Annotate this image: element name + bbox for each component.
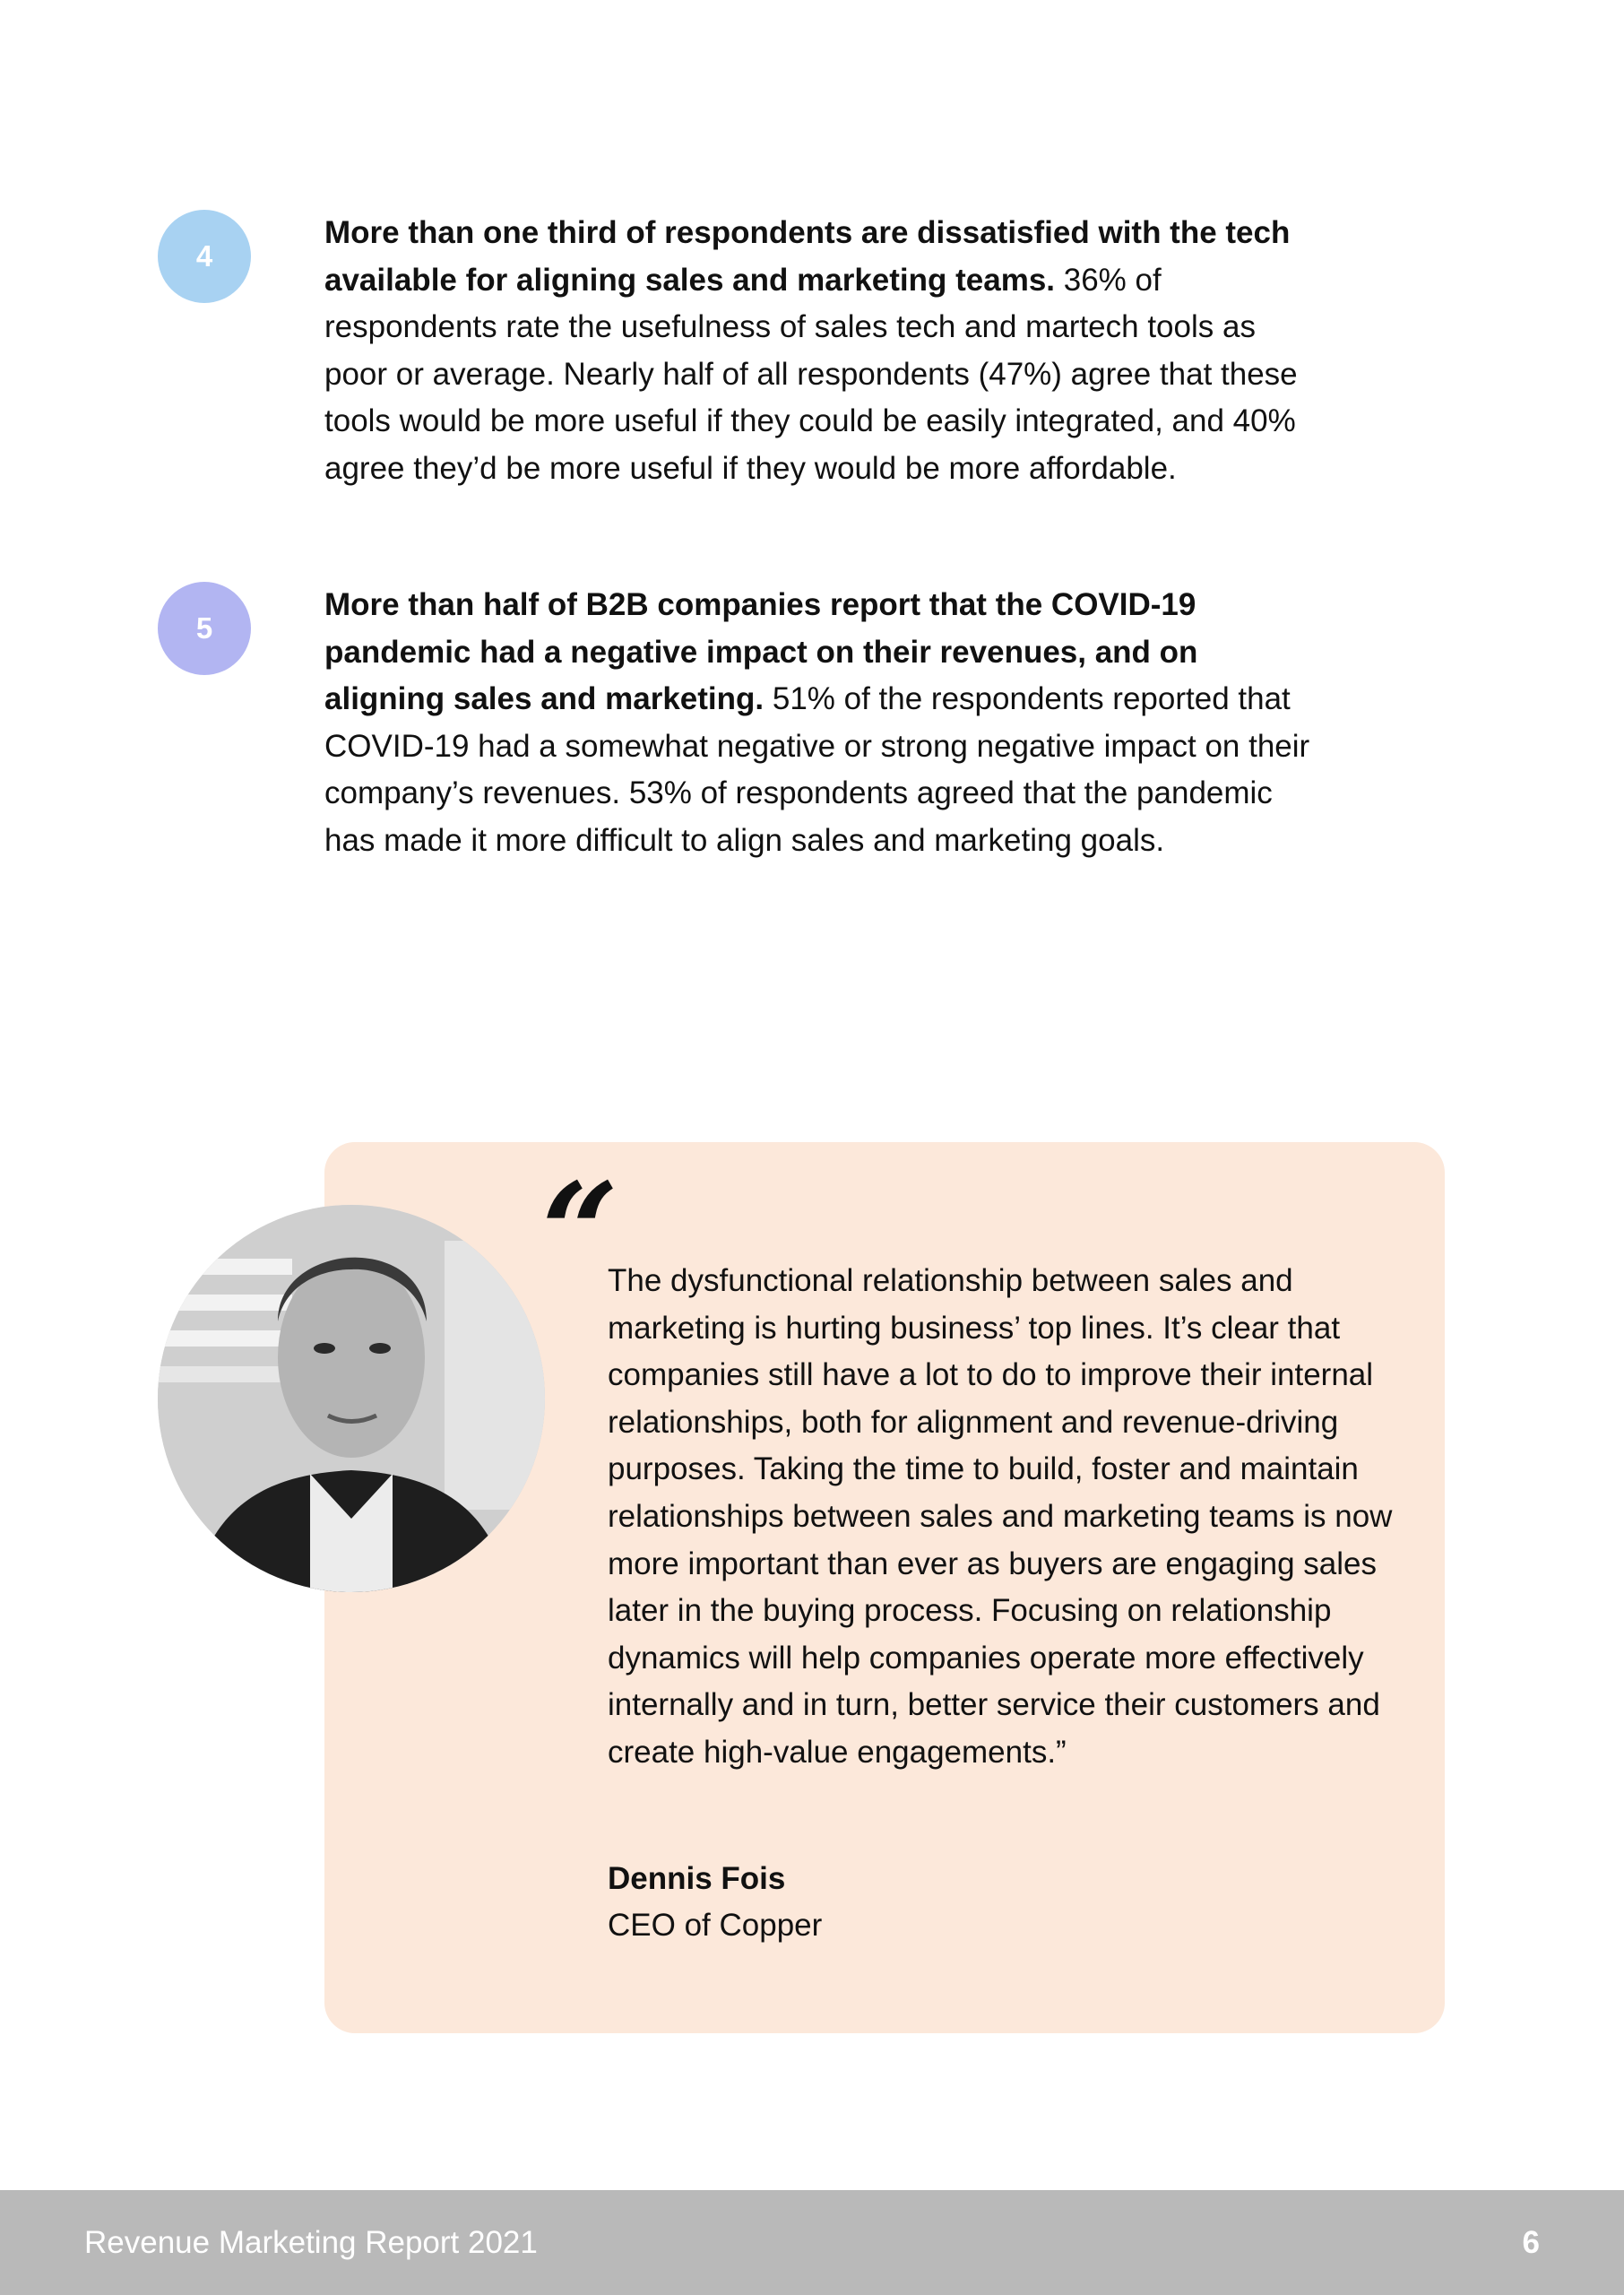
finding-text [324, 582, 1310, 865]
author-name: Dennis Fois [608, 1861, 786, 1896]
footer-report-title: Revenue Marketing Report 2021 [84, 2225, 538, 2260]
page-footer [0, 2190, 1624, 2295]
portrait-photo-icon [158, 1205, 545, 1592]
page-number: 6 [1522, 2225, 1540, 2260]
quote-mark-icon: “ [541, 1154, 619, 1312]
author-portrait [158, 1205, 545, 1592]
finding-headline: More than half of B2B companies report that the COVID-19 pandemic had a negative impact on their revenues, and on aligning sales and marketing. [324, 587, 1198, 717]
finding-headline: More than one third of respondents are dissatisfied with the tech available for aligning sales and marketing teams. [324, 215, 1291, 298]
finding-number-badge: 4 [158, 210, 251, 303]
author-title: CEO of Copper [608, 1908, 823, 1943]
finding-text [324, 210, 1310, 493]
finding-number-badge: 5 [158, 582, 251, 675]
finding-body: 36% of respondents rate the usefulness of sales tech and martech tools as poor or average. Nearly half of all respondents (47%) agree that these tools would be more useful if they could be easily integrated, and 40% agree they’d be more useful if they would be more affordable. [324, 262, 1298, 486]
finding-body: 51% of the respondents reported that COVID-19 had a somewhat negative or strong negative impact on their company’s revenues. 53% of respondents agreed that the pandemic has made it more difficult to align sales and marketing goals. [324, 681, 1310, 858]
quote-text: The dysfunctional relationship between sales and marketing is hurting business’ top lines. It’s clear that companies still have a lot to do to improve their internal relationships, both for alignment and revenue-driving purposes. Taking the time to build, foster and maintain relationships between sales and marketing teams is now more important than ever as buyers are engaging sales later in the buying process. Focusing on relationship dynamics will help companies operate more effectively internally and in turn, better service their customers and create high-value engagements.” [608, 1263, 1393, 1770]
